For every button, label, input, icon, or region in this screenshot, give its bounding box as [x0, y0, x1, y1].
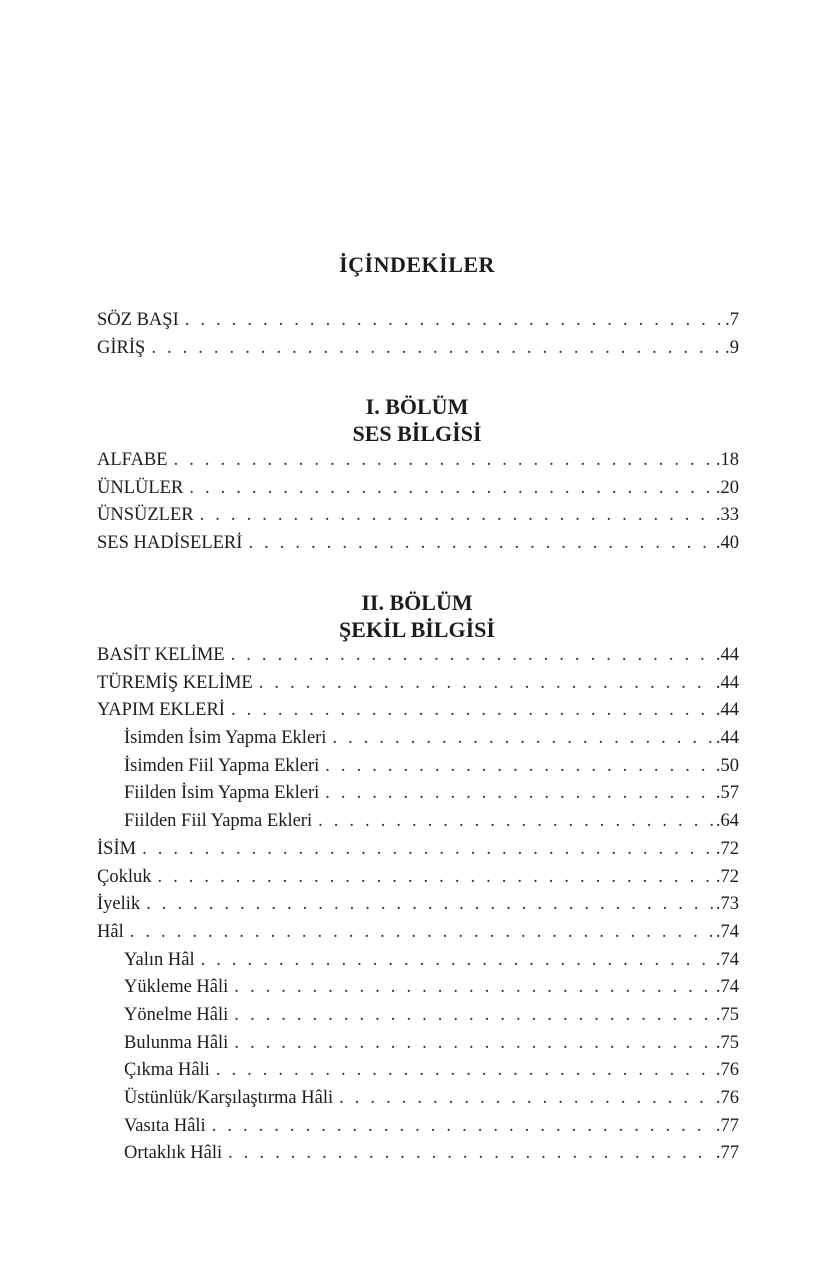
toc-entry-page: .75: [715, 1032, 739, 1053]
dot-leader: [151, 338, 723, 359]
toc-entry-page: .18: [715, 450, 739, 470]
toc-subentry[interactable]: [97, 1143, 739, 1171]
toc-entry-label: Vasıta Hâli: [124, 1115, 206, 1136]
toc-subentry[interactable]: [97, 783, 739, 811]
part2-heading: II. BÖLÜM: [361, 590, 473, 615]
toc-entry-page: .44: [715, 645, 739, 665]
toc-entry-label: İyelik: [97, 894, 141, 915]
toc-entry-page: .20: [715, 477, 739, 498]
toc-entry[interactable]: [97, 922, 739, 950]
toc-entry-label: İsimden İsim Yapma Ekleri: [124, 728, 327, 749]
toc-entry-label: YAPIM EKLERİ: [97, 700, 225, 721]
dot-leader: [248, 533, 713, 554]
dot-leader: [157, 867, 713, 888]
toc-subentry[interactable]: [97, 728, 739, 756]
toc-entry-page: .76: [715, 1060, 739, 1081]
toc-entry-label: SÖZ BAŞI: [97, 310, 179, 330]
toc-entry-page: .76: [715, 1088, 739, 1108]
toc-entry-page: .73: [715, 894, 739, 915]
toc-entry-page: .74: [715, 921, 739, 942]
toc-subentry[interactable]: [97, 977, 739, 1005]
toc-subentry[interactable]: [97, 1088, 739, 1116]
toc-entry-label: ALFABE: [97, 450, 168, 470]
dot-leader: [189, 478, 714, 499]
toc-entry-page: .44: [715, 700, 739, 721]
dot-leader: [185, 310, 723, 331]
toc-entry-page: .40: [715, 533, 739, 554]
toc-entry-page: .75: [715, 1004, 739, 1025]
toc-entry-page: .33: [715, 505, 739, 526]
dot-leader: [130, 922, 714, 943]
toc-entry-page: .44: [715, 672, 739, 693]
toc-entry-label: Fiilden Fiil Yapma Ekleri: [124, 811, 313, 832]
dot-leader: [212, 1116, 714, 1137]
toc-entry-page: .72: [715, 866, 739, 887]
toc-entry-label: BASİT KELİME: [97, 645, 225, 665]
toc-entry-page: .77: [715, 1115, 739, 1136]
dot-leader: [325, 783, 714, 804]
toc-entry-label: Üstünlük/Karşılaştırma Hâli: [124, 1088, 334, 1108]
toc-entry[interactable]: [97, 450, 739, 478]
toc-entry[interactable]: [97, 645, 739, 673]
page-title: İÇİNDEKİLER: [339, 252, 495, 277]
part1-heading: I. BÖLÜM: [365, 394, 469, 419]
toc-entry-label: Yalın Hâl: [124, 949, 195, 970]
toc-part1: [97, 450, 739, 561]
part2-subheading: ŞEKİL BİLGİSİ: [339, 617, 495, 642]
dot-leader: [142, 839, 714, 860]
toc-entry-label: İSİM: [97, 838, 137, 859]
toc-entry[interactable]: [97, 867, 739, 895]
dot-leader: [200, 505, 714, 526]
toc-entry[interactable]: [97, 700, 739, 728]
toc-entry-label: Yönelme Hâli: [124, 1004, 229, 1025]
toc-entry-page: .74: [715, 949, 739, 970]
toc-entry-label: SES HADİSELERİ: [97, 533, 243, 554]
toc-entry-label: Yükleme Hâli: [124, 977, 229, 998]
dot-leader: [201, 950, 714, 971]
toc-entry-page: .7: [725, 310, 739, 330]
toc-entry-label: Hâl: [97, 921, 124, 942]
dot-leader: [174, 450, 714, 471]
dot-leader: [259, 673, 714, 694]
dot-leader: [339, 1088, 714, 1109]
toc-entry[interactable]: [97, 894, 739, 922]
toc-entry[interactable]: [97, 839, 739, 867]
part1-subheading: SES BİLGİSİ: [352, 421, 482, 446]
toc-entry-page: .74: [715, 977, 739, 998]
toc-front-matter: [97, 310, 739, 365]
toc-entry[interactable]: [97, 478, 739, 506]
toc-entry[interactable]: [97, 338, 739, 366]
toc-part2: [97, 645, 739, 1171]
dot-leader: [234, 1033, 714, 1054]
toc-subentry[interactable]: [97, 950, 739, 978]
toc-subentry[interactable]: [97, 1005, 739, 1033]
dot-leader: [216, 1060, 714, 1081]
toc-entry-label: İsimden Fiil Yapma Ekleri: [124, 755, 320, 776]
toc-entry-label: GİRİŞ: [97, 337, 146, 358]
toc-entry-page: .72: [715, 838, 739, 859]
toc-entry-page: .64: [715, 811, 739, 832]
toc-entry-label: Fiilden İsim Yapma Ekleri: [124, 783, 320, 804]
toc-entry[interactable]: [97, 505, 739, 533]
toc-entry-page: .50: [715, 755, 739, 776]
toc-subentry[interactable]: [97, 1116, 739, 1144]
dot-leader: [332, 728, 713, 749]
dot-leader: [325, 756, 714, 777]
toc-entry-label: ÜNSÜZLER: [97, 505, 194, 526]
toc-entry-page: .9: [725, 337, 739, 358]
toc-entry-label: Ortaklık Hâli: [124, 1143, 223, 1164]
dot-leader: [231, 645, 714, 666]
toc-subentry[interactable]: [97, 1060, 739, 1088]
toc-entry-label: ÜNLÜLER: [97, 477, 184, 498]
toc-entry[interactable]: [97, 533, 739, 561]
toc-entry-label: Çıkma Hâli: [124, 1060, 210, 1081]
toc-entry-page: .77: [715, 1143, 739, 1164]
toc-entry-label: Bulunma Hâli: [124, 1032, 229, 1053]
toc-entry-page: .57: [715, 783, 739, 804]
dot-leader: [228, 1143, 714, 1164]
toc-entry-page: .44: [715, 728, 739, 749]
toc-entry-label: Çokluk: [97, 866, 152, 887]
toc-subentry[interactable]: [97, 756, 739, 784]
dot-leader: [231, 700, 714, 721]
dot-leader: [234, 977, 714, 998]
dot-leader: [318, 811, 714, 832]
toc-subentry[interactable]: [97, 811, 739, 839]
toc-entry[interactable]: [97, 310, 739, 338]
toc-entry[interactable]: [97, 673, 739, 701]
toc-entry-label: TÜREMİŞ KELİME: [97, 672, 253, 693]
dot-leader: [234, 1005, 714, 1026]
toc-subentry[interactable]: [97, 1033, 739, 1061]
dot-leader: [146, 894, 714, 915]
